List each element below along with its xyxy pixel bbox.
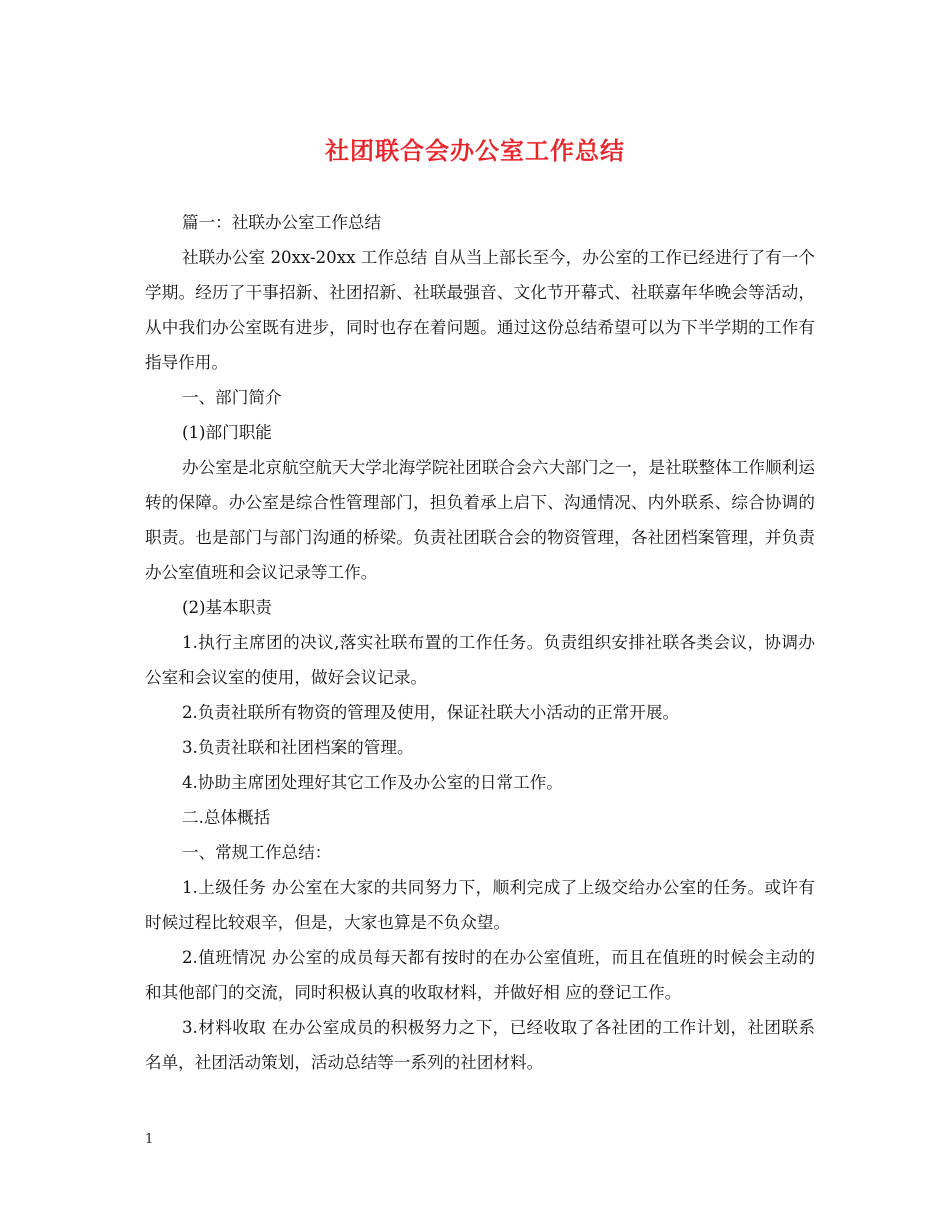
paragraph-routine-3: 3.材料收取 在办公室成员的积极努力之下，已经收取了各社团的工作计划，社团联系名单，社团活动策划，活动总结等一系列的社团材料。: [145, 1018, 815, 1072]
paragraph-heading-department: 一、部门简介: [182, 388, 282, 407]
paragraph-section-heading: 篇一：社联办公室工作总结: [182, 213, 382, 232]
paragraph-duty-2: 2.负责社联所有物资的管理及使用，保证社联大小活动的正常开展。: [182, 703, 680, 722]
paragraph-duty-1: 1.执行主席团的决议,落实社联布置的工作任务。负责组织安排社联各类会议，协调办公室和会议室的使用，做好会议记录。: [145, 633, 815, 687]
paragraph-subheading-duties: (2)基本职责: [182, 598, 272, 617]
paragraph-duty-4: 4.协助主席团处理好其它工作及办公室的日常工作。: [182, 773, 563, 792]
paragraph-routine-2: 2.值班情况 办公室的成员每天都有按时的在办公室值班，而且在值班的时候会主动的和其他部门的交流，同时积极认真的收取材料，并做好相 应的登记工作。: [145, 948, 815, 1002]
paragraph-heading-overview: 二.总体概括: [182, 808, 271, 827]
paragraph-subheading-function: (1)部门职能: [182, 423, 272, 442]
paragraph-function-text: 办公室是北京航空航天大学北海学院社团联合会六大部门之一，是社联整体工作顺利运转的保障。办公室是综合性管理部门，担负着承上启下、沟通情况、内外联系、综合协调的职责。也是部门与部门沟通的桥梁。负责社团联合会的物资管理，各社团档案管理，并负责办公室值班和会议记录等工作。: [145, 458, 815, 582]
paragraph-heading-routine: 一、常规工作总结：: [182, 843, 332, 862]
page-number: 1: [145, 1132, 154, 1147]
paragraph-duty-3: 3.负责社联和社团档案的管理。: [182, 738, 414, 757]
paragraph-intro: 社联办公室 20xx-20xx 工作总结 自从当上部长至今，办公室的工作已经进行了有一个学期。经历了干事招新、社团招新、社联最强音、文化节开幕式、社联嘉年华晚会等活动，从中我们办公室既有进步，同时也存在着问题。通过这份总结希望可以为下半学期的工作有指导作用。: [145, 248, 815, 372]
document-body: [145, 205, 815, 1080]
paragraph-routine-1: 1.上级任务 办公室在大家的共同努力下，顺利完成了上级交给办公室的任务。或许有时候过程比较艰辛，但是，大家也算是不负众望。: [145, 878, 815, 932]
document-title: 社团联合会办公室工作总结: [325, 137, 625, 165]
